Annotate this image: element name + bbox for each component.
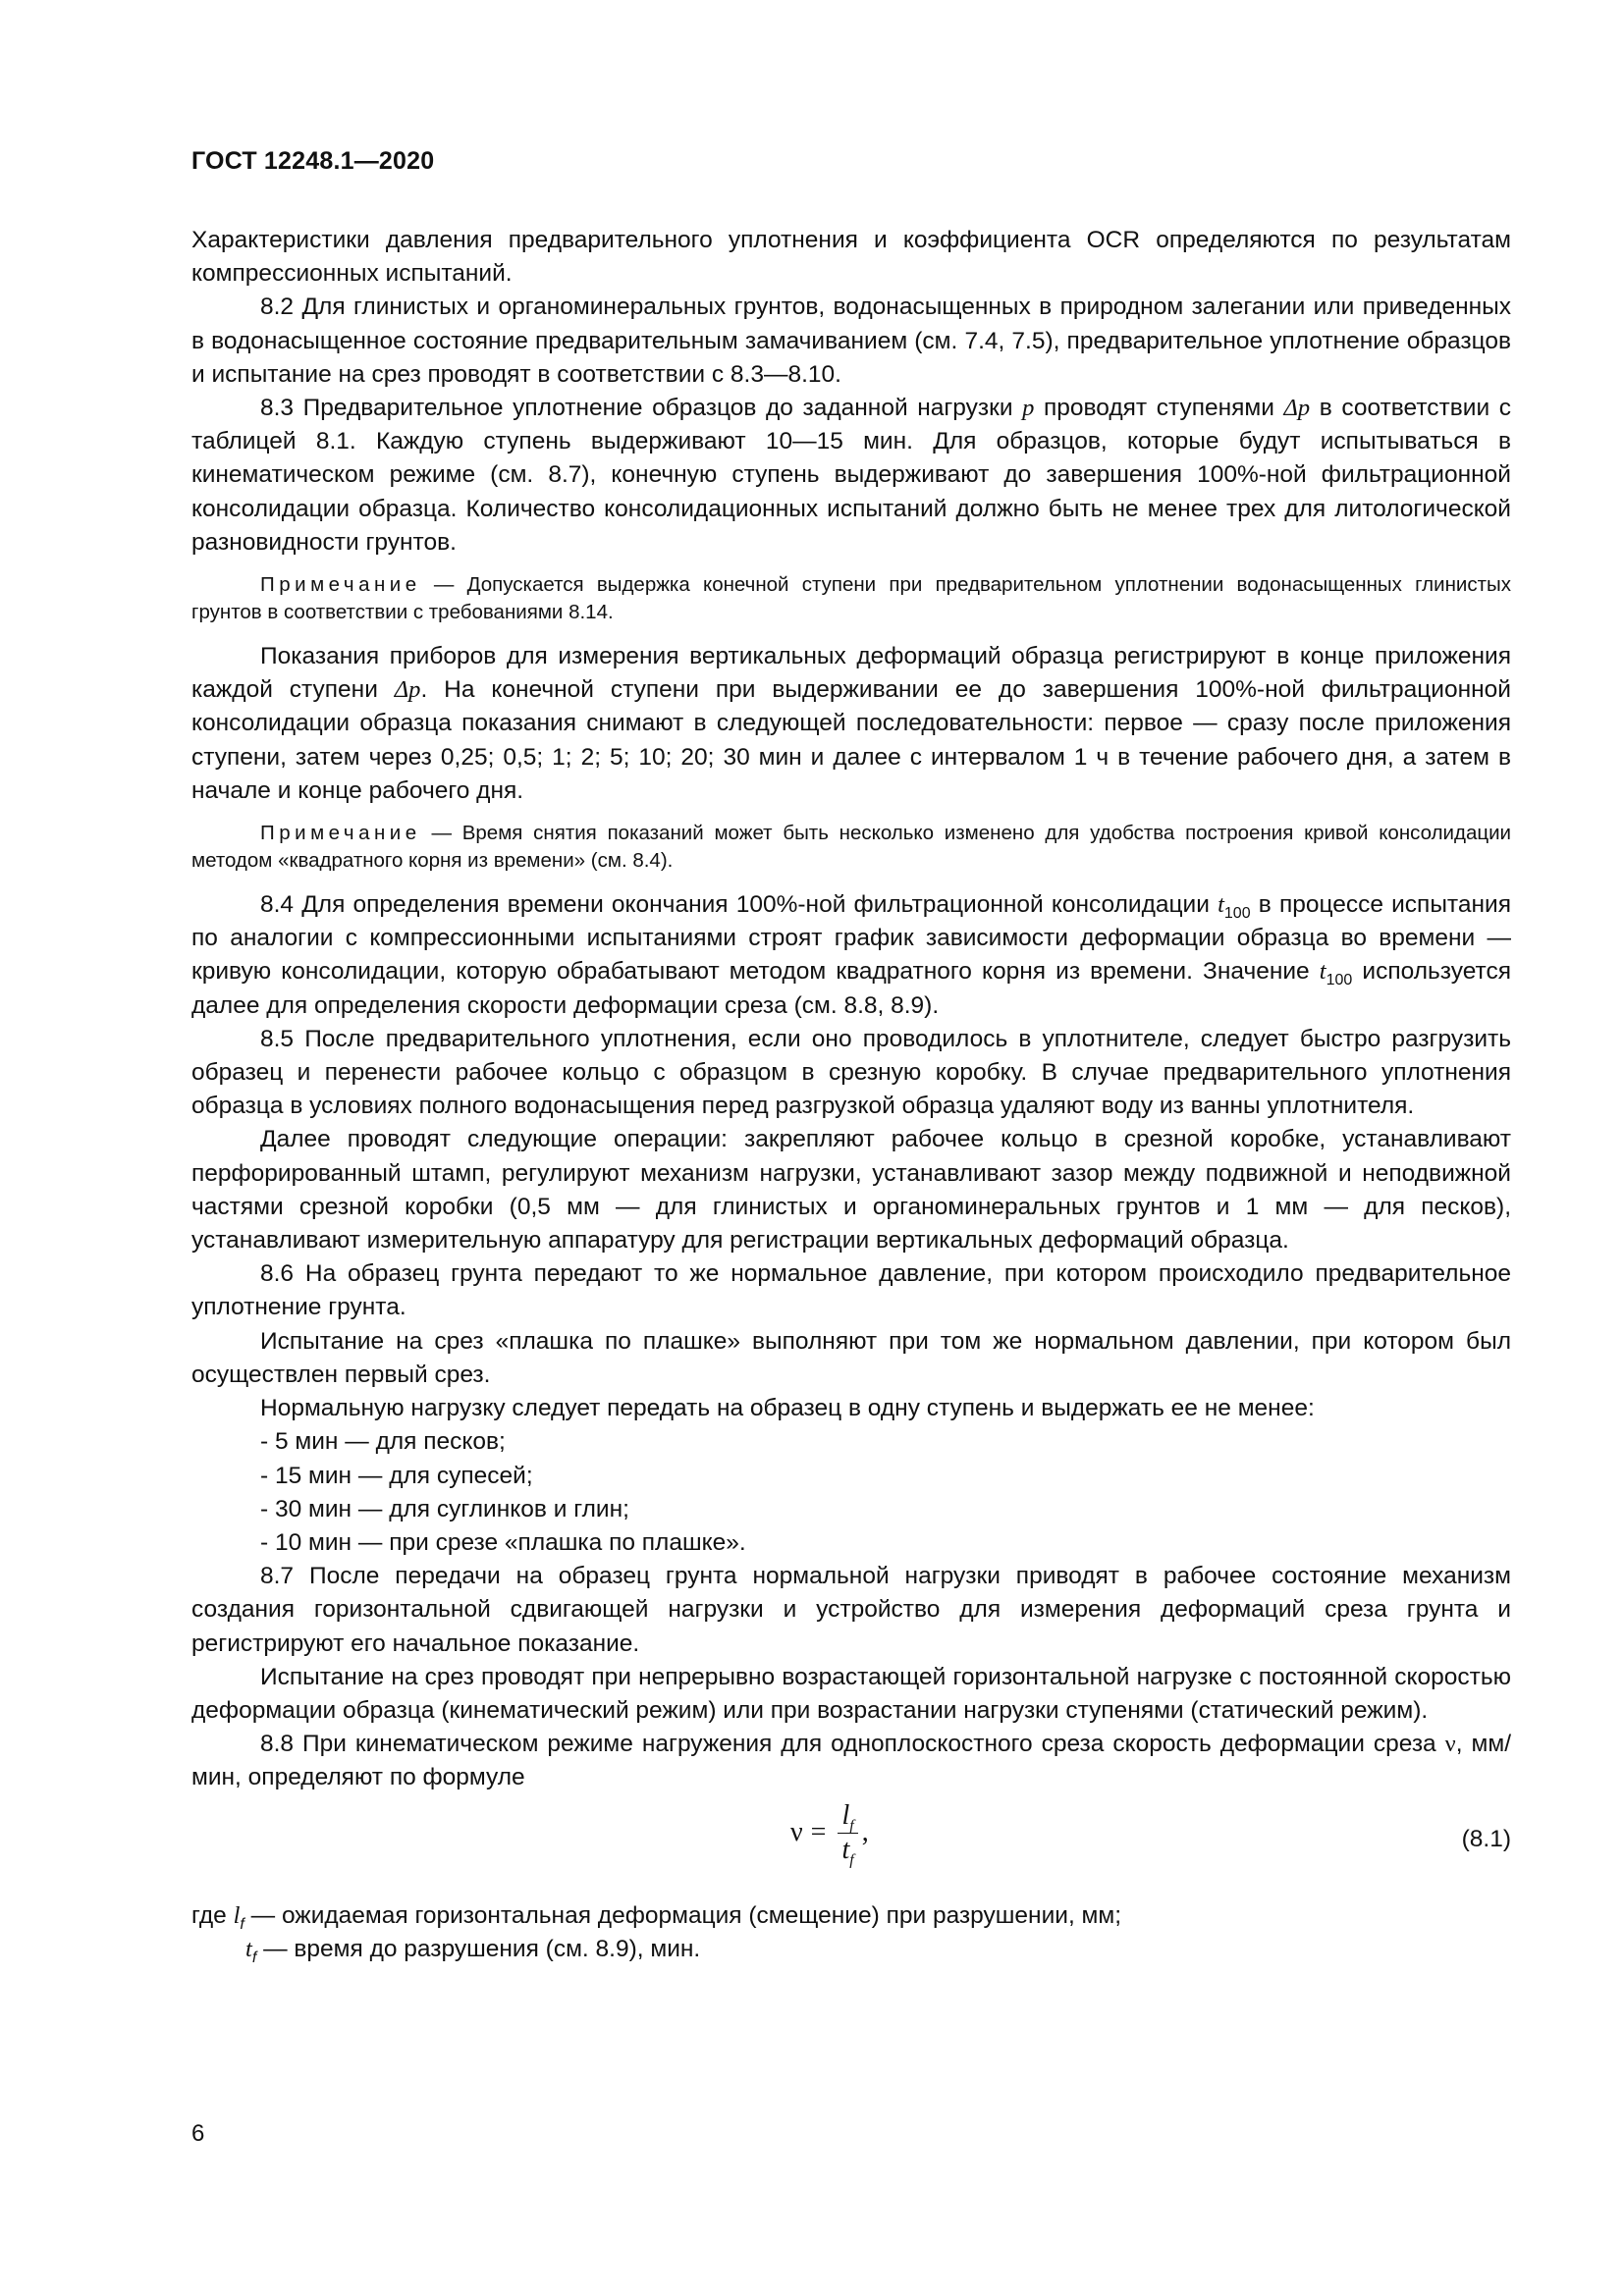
var-delta-p: Δр	[1283, 395, 1311, 422]
note-label: Примечание	[260, 822, 421, 845]
var-t: t	[1319, 958, 1326, 986]
formula-denominator	[841, 1834, 853, 1867]
text-run: в процессе испытания по аналогии с компрессионными испытаниями строят график зависимости деформации образца во времени — кривую консолидации, которую обрабатывают методом квадратного корня из времени. Значение	[191, 891, 1511, 986]
where-t-text: — время до разрушения (см. 8.9), мин.	[256, 1935, 701, 1962]
text-run: 8.8 При кинематическом режиме нагружения для одноплоскостного среза скорость деформации среза	[260, 1731, 1445, 1758]
list-item: - 30 мин — для суглинков и глин;	[260, 1495, 629, 1522]
where-line-2	[191, 1933, 1511, 1966]
duration-list	[191, 1425, 1511, 1560]
where-l-sub: f	[240, 1915, 244, 1933]
var-v: ν	[1444, 1731, 1456, 1758]
list-item: - 10 мин — при срезе «плашка по плашке».	[260, 1528, 746, 1556]
paragraph-8-4	[191, 888, 1511, 1023]
formula-den-sub: f	[849, 1851, 854, 1869]
text-run: 8.3 Предварительное уплотнение образцов до заданной нагрузки	[260, 395, 1023, 422]
paragraph-8-7-modes: Испытание на срез проводят при непрерывно возрастающей горизонтальной нагрузке с постоянной скоростью деформации образца (кинематический режим) или при возрастании нагрузки ступенями (статический режим).	[191, 1663, 1511, 1724]
where-t-var: t	[245, 1935, 252, 1962]
text-run: 8.4 Для определения времени окончания 100%-ной фильтрационной консолидации	[260, 891, 1218, 919]
var-t: t	[1218, 891, 1224, 919]
list-item: - 5 мин — для песков;	[260, 1428, 506, 1456]
text-run: . На конечной ступени при выдерживании ее до завершения 100%-ной фильтрационной консолидации образца показания снимают в следующей последовательности: первое — сразу после приложения ступени, затем через 0,25; 0,5; 1; 2; 5; 10; 20; 30 мин и далее с интервалом 1 ч в течение рабочего дня, а затем в начале и конце рабочего дня.	[191, 676, 1511, 804]
where-l-text: — ожидаемая горизонтальная деформация (смещение) при разрушении, мм;	[244, 1901, 1122, 1929]
document-header: ГОСТ 12248.1—2020	[191, 147, 435, 175]
formula-lhs: ν	[790, 1816, 803, 1847]
list-item: - 15 мин — для супесей;	[260, 1462, 533, 1489]
document-body	[191, 224, 1511, 1966]
paragraph-intro: Характеристики давления предварительного уплотнения и коэффициента OCR определяются по результатам компрессионных испытаний.	[191, 227, 1511, 288]
var-t-subscript: 100	[1326, 972, 1353, 989]
note-text: — Время снятия показаний может быть несколько изменено для удобства построения кривой консолидации методом «квадратного корня из времени» (см. 8.4).	[191, 822, 1511, 873]
var-delta-p: Δр	[394, 676, 421, 704]
text-run: используется далее для определения скорости деформации среза (см. 8.8, 8.9).	[191, 958, 1511, 1019]
paragraph-8-7: 8.7 После передачи на образец грунта нормальной нагрузки приводят в рабочее состояние механизм создания горизонтальной сдвигающей нагрузки и устройство для измерения деформаций среза грунта и регистрируют его начальное показание.	[191, 1563, 1511, 1657]
where-lead: где	[191, 1901, 234, 1929]
formula-fraction	[838, 1799, 857, 1867]
paragraph-8-6-normal-load: Нормальную нагрузку следует передать на образец в одну ступень и выдержать ее не менее:	[260, 1395, 1315, 1422]
text-run: Показания приборов для измерения вертикальных деформаций образца регистрируют в конце приложения каждой ступени	[191, 643, 1511, 704]
paragraph-8-8	[191, 1728, 1511, 1794]
note-1	[191, 571, 1511, 626]
formula-number: (8.1)	[1461, 1825, 1511, 1852]
formula-num-var: l	[841, 1799, 850, 1831]
formula-8-1	[191, 1795, 1511, 1899]
formula-expression	[790, 1799, 869, 1867]
formula-tail: ,	[861, 1816, 869, 1847]
text-run: проводят ступенями	[1034, 395, 1284, 422]
formula-numerator	[838, 1799, 857, 1834]
where-line-1	[191, 1899, 1511, 1933]
formula-num-sub: f	[849, 1817, 854, 1835]
page-number: 6	[191, 2120, 205, 2147]
paragraph-8-6: 8.6 На образец грунта передают то же нормальное давление, при котором происходило предварительное уплотнение грунта.	[191, 1260, 1511, 1321]
formula-den-var: t	[841, 1834, 850, 1865]
text-run: , мм/мин, определяют по формуле	[191, 1731, 1511, 1791]
paragraph-8-2: 8.2 Для глинистых и органоминеральных грунтов, водонасыщенных в природном залегании или приведенных в водонасыщенное состояние предварительным замачиванием (см. 7.4, 7.5), предварительное уплотнение образцов и испытание на срез проводят в соответствии с 8.3—8.10.	[191, 294, 1511, 388]
paragraph-8-5: 8.5 После предварительного уплотнения, если оно проводилось в уплотнителе, следует быстро разгрузить образец и перенести рабочее кольцо с образцом в срезную коробку. В случае предварительного уплотнения образца в условиях полного водонасыщения перед разгрузкой образца удаляют воду из ванны уплотнителя.	[191, 1025, 1511, 1120]
note-text: — Допускается выдержка конечной ступени при предварительном уплотнении водонасыщенных глинистых грунтов в соответствии с требованиями 8.14.	[191, 573, 1511, 624]
var-t-subscript: 100	[1223, 904, 1251, 922]
formula-equals: =	[810, 1816, 827, 1847]
text-run: в соответствии с таблицей 8.1. Каждую ступень выдерживают 10—15 мин. Для образцов, которые будут испытываться в кинематическом режиме (см. 8.7), конечную ступень выдерживают до завершения 100%-ной фильтрационной консолидации образца. Количество консолидационных испытаний должно быть не менее трех для литологической разновидности грунтов.	[191, 395, 1511, 556]
var-p: р	[1022, 395, 1035, 422]
note-2	[191, 820, 1511, 875]
where-t-sub: f	[251, 1949, 257, 1966]
paragraph-8-6-plate: Испытание на срез «плашка по плашке» выполняют при том же нормальном давлении, при котором был осуществлен первый срез.	[191, 1327, 1511, 1388]
paragraph-8-5-operations: Далее проводят следующие операции: закрепляют рабочее кольцо в срезной коробке, устанавливают перфорированный штамп, регулируют механизм нагрузки, устанавливают зазор между подвижной и неподвижной частями срезной коробки (0,5 мм — для глинистых и органоминеральных грунтов и 1 мм — для песков), устанавливают измерительную аппаратуру для регистрации вертикальных деформаций образца.	[191, 1126, 1511, 1255]
where-l-var: l	[233, 1901, 241, 1929]
paragraph-8-3	[191, 392, 1511, 560]
paragraph-readings	[191, 640, 1511, 808]
note-label: Примечание	[260, 573, 421, 597]
